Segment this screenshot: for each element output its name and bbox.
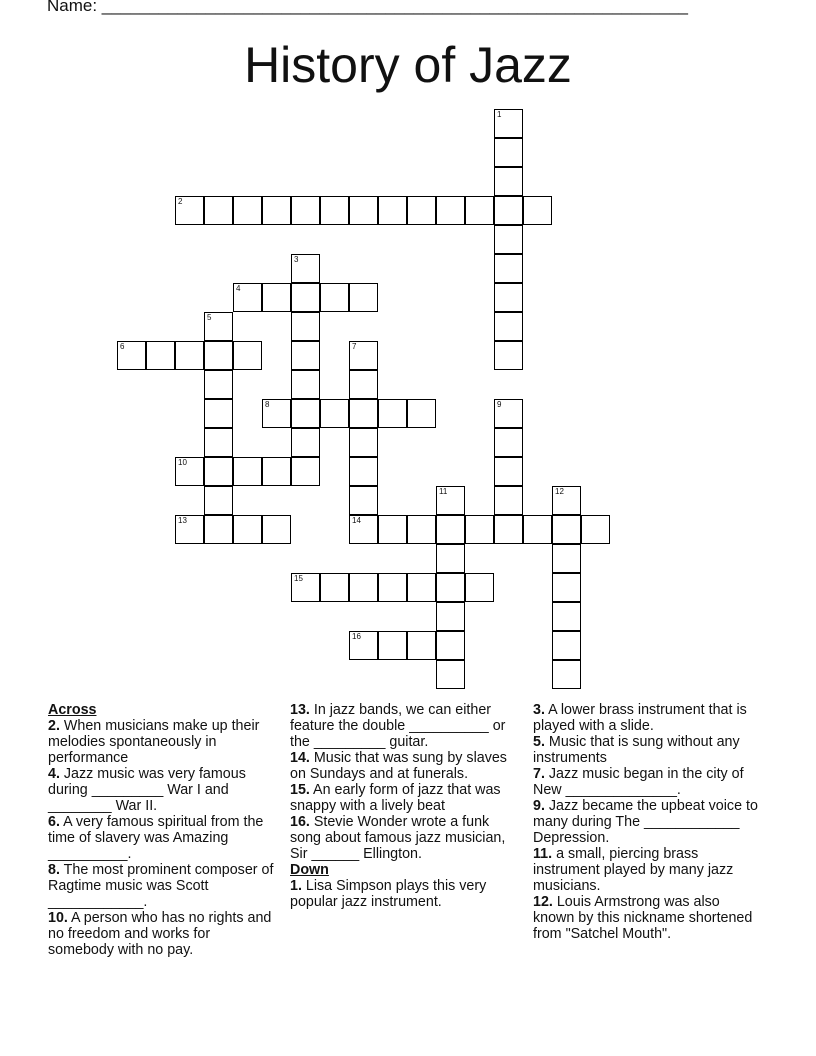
grid-cell[interactable] <box>233 283 262 312</box>
grid-cell[interactable] <box>436 515 465 544</box>
grid-cell[interactable] <box>117 341 146 370</box>
grid-cell[interactable] <box>494 225 523 254</box>
grid-cell[interactable] <box>552 515 581 544</box>
grid-cell[interactable] <box>175 341 204 370</box>
clue-across-13: 13. In jazz bands, we can either feature the double __________ or the _________ guitar. <box>290 702 506 750</box>
grid-cell[interactable] <box>320 399 349 428</box>
grid-cell[interactable] <box>494 399 523 428</box>
grid-cell[interactable] <box>349 196 378 225</box>
grid-cell[interactable] <box>378 631 407 660</box>
clue-number: 9 <box>497 400 502 409</box>
grid-cell[interactable] <box>291 370 320 399</box>
grid-cell[interactable] <box>378 515 407 544</box>
grid-cell[interactable] <box>349 457 378 486</box>
grid-cell[interactable] <box>407 573 436 602</box>
grid-cell[interactable] <box>494 283 523 312</box>
clue-number: 8 <box>265 400 270 409</box>
clue-number: 6 <box>120 342 125 351</box>
clue-across-2: 2. When musicians make up their melodies spontaneously in performance <box>48 718 260 766</box>
name-line[interactable]: Name: ______________________________________________________________ <box>47 0 688 15</box>
grid-cell[interactable] <box>349 283 378 312</box>
clue-number: 2 <box>178 197 183 206</box>
grid-cell[interactable] <box>175 515 204 544</box>
grid-cell[interactable] <box>378 573 407 602</box>
grid-cell[interactable] <box>349 370 378 399</box>
clue-number: 5 <box>207 313 212 322</box>
grid-cell[interactable] <box>349 631 378 660</box>
grid-cell[interactable] <box>204 486 233 515</box>
grid-cell[interactable] <box>436 486 465 515</box>
clue-across-15: 15. An early form of jazz that was snappy with a lively beat <box>290 782 501 814</box>
grid-cell[interactable] <box>407 631 436 660</box>
grid-cell[interactable] <box>320 283 349 312</box>
grid-cell[interactable] <box>436 544 465 573</box>
grid-cell[interactable] <box>436 602 465 631</box>
grid-cell[interactable] <box>349 486 378 515</box>
clue-down-7: 7. Jazz music began in the city of New ______________. <box>533 766 744 798</box>
clue-down-5: 5. Music that is sung without any instruments <box>533 734 740 766</box>
across-heading: Across <box>48 702 97 718</box>
grid-cell[interactable] <box>291 457 320 486</box>
clue-number: 11 <box>439 487 448 496</box>
grid-cell[interactable] <box>552 660 581 689</box>
grid-cell[interactable] <box>552 631 581 660</box>
grid-cell[interactable] <box>494 341 523 370</box>
grid-cell[interactable] <box>349 399 378 428</box>
grid-cell[interactable] <box>494 515 523 544</box>
grid-cell[interactable] <box>233 341 262 370</box>
grid-cell[interactable] <box>262 283 291 312</box>
clue-across-4: 4. Jazz music was very famous during _________ War I and ________ War II. <box>48 766 246 814</box>
grid-cell[interactable] <box>175 457 204 486</box>
grid-cell[interactable] <box>378 399 407 428</box>
grid-cell[interactable] <box>494 457 523 486</box>
grid-cell[interactable] <box>175 196 204 225</box>
grid-cell[interactable] <box>552 602 581 631</box>
grid-cell[interactable] <box>523 515 552 544</box>
grid-cell[interactable] <box>581 515 610 544</box>
grid-cell[interactable] <box>291 312 320 341</box>
grid-cell[interactable] <box>349 428 378 457</box>
grid-cell[interactable] <box>494 254 523 283</box>
grid-cell[interactable] <box>291 196 320 225</box>
grid-cell[interactable] <box>349 341 378 370</box>
grid-cell[interactable] <box>204 399 233 428</box>
grid-cell[interactable] <box>204 341 233 370</box>
grid-cell[interactable] <box>320 573 349 602</box>
grid-cell[interactable] <box>436 573 465 602</box>
grid-cell[interactable] <box>291 283 320 312</box>
clues-column-2 <box>290 702 520 910</box>
clue-down-9: 9. Jazz became the upbeat voice to many during The ____________ Depression. <box>533 798 758 846</box>
grid-cell[interactable] <box>204 457 233 486</box>
grid-cell[interactable] <box>233 515 262 544</box>
grid-cell[interactable] <box>262 457 291 486</box>
grid-cell[interactable] <box>204 515 233 544</box>
grid-cell[interactable] <box>349 515 378 544</box>
grid-cell[interactable] <box>204 428 233 457</box>
clue-across-10: 10. A person who has no rights and no freedom and works for somebody with no pay. <box>48 910 272 958</box>
grid-cell[interactable] <box>204 312 233 341</box>
grid-cell[interactable] <box>262 515 291 544</box>
clue-across-8: 8. The most prominent composer of Ragtime music was Scott ____________. <box>48 862 274 910</box>
grid-cell[interactable] <box>465 573 494 602</box>
grid-cell[interactable] <box>291 399 320 428</box>
clue-down-1: 1. Lisa Simpson plays this very popular jazz instrument. <box>290 878 487 910</box>
grid-cell[interactable] <box>494 486 523 515</box>
grid-cell[interactable] <box>494 428 523 457</box>
grid-cell[interactable] <box>349 573 378 602</box>
grid-cell[interactable] <box>436 631 465 660</box>
clue-number: 13 <box>178 516 187 525</box>
grid-cell[interactable] <box>465 515 494 544</box>
grid-cell[interactable] <box>291 428 320 457</box>
grid-cell[interactable] <box>204 196 233 225</box>
grid-cell[interactable] <box>378 196 407 225</box>
grid-cell[interactable] <box>233 196 262 225</box>
grid-cell[interactable] <box>436 196 465 225</box>
clue-number: 1 <box>497 110 502 119</box>
clue-number: 15 <box>294 574 303 583</box>
grid-cell[interactable] <box>291 573 320 602</box>
clue-number: 12 <box>555 487 564 496</box>
grid-cell[interactable] <box>291 254 320 283</box>
grid-cell[interactable] <box>552 573 581 602</box>
grid-cell[interactable] <box>233 457 262 486</box>
clue-number: 14 <box>352 516 361 525</box>
clue-across-16: 16. Stevie Wonder wrote a funk song about famous jazz musician, Sir ______ Ellington. <box>290 814 506 862</box>
grid-cell[interactable] <box>291 341 320 370</box>
grid-cell[interactable] <box>465 196 494 225</box>
grid-cell[interactable] <box>552 544 581 573</box>
grid-cell[interactable] <box>552 486 581 515</box>
clue-down-11: 11. a small, piercing brass instrument played by many jazz musicians. <box>533 846 734 894</box>
clue-across-6: 6. A very famous spiritual from the time of slavery was Amazing __________. <box>48 814 264 862</box>
grid-cell[interactable] <box>494 109 523 138</box>
clue-down-12: 12. Louis Armstrong was also known by this nickname shortened from "Satchel Mouth". <box>533 894 753 942</box>
grid-cell[interactable] <box>204 370 233 399</box>
grid-cell[interactable] <box>146 341 175 370</box>
grid-cell[interactable] <box>320 196 349 225</box>
grid-cell[interactable] <box>407 515 436 544</box>
page-title: History of Jazz <box>244 37 572 93</box>
grid-cell[interactable] <box>262 196 291 225</box>
grid-cell[interactable] <box>407 399 436 428</box>
clue-across-14: 14. Music that was sung by slaves on Sundays and at funerals. <box>290 750 507 782</box>
clues-column-1 <box>48 702 278 958</box>
clue-number: 7 <box>352 342 357 351</box>
grid-cell[interactable] <box>262 399 291 428</box>
grid-cell[interactable] <box>494 138 523 167</box>
grid-cell[interactable] <box>523 196 552 225</box>
grid-cell[interactable] <box>494 312 523 341</box>
clue-number: 10 <box>178 458 187 467</box>
grid-cell[interactable] <box>407 196 436 225</box>
clue-down-3: 3. A lower brass instrument that is played with a slide. <box>533 702 747 734</box>
clue-number: 4 <box>236 284 241 293</box>
grid-cell[interactable] <box>494 196 523 225</box>
clues-column-3 <box>533 702 763 942</box>
down-heading: Down <box>290 862 329 878</box>
clue-number: 3 <box>294 255 299 264</box>
grid-cell[interactable] <box>436 660 465 689</box>
grid-cell[interactable] <box>494 167 523 196</box>
clue-number: 16 <box>352 632 361 641</box>
